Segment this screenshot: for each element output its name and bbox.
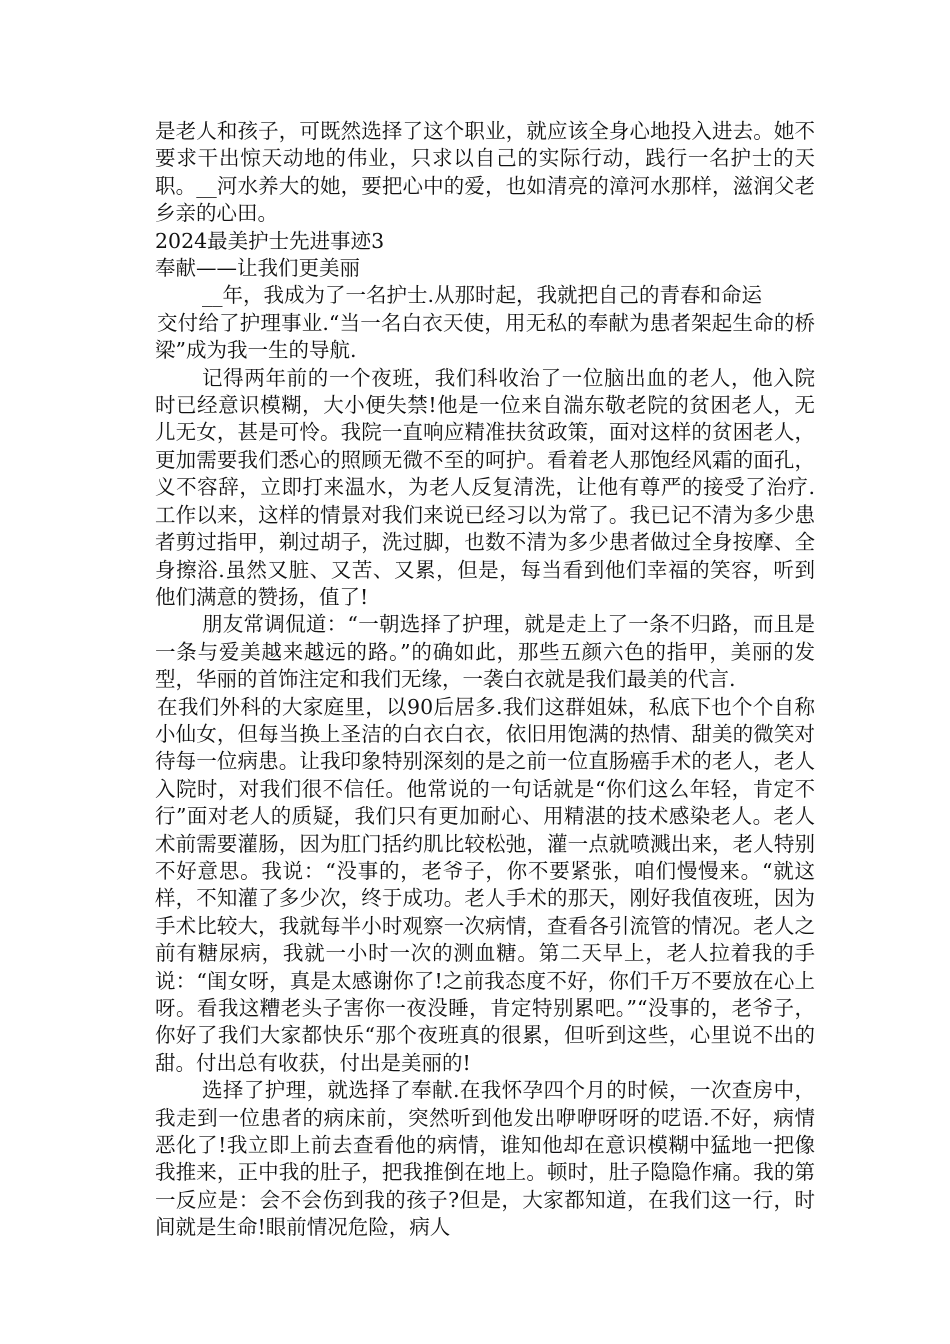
paragraph-surgery: 在我们外科的大家庭里，以90后居多.我们这群姐妹，私底下也个个自称小仙女，但每当换上圣洁的白衣白衣，依旧用饱满的热情、甜美的微笑对待每一位病患。让我印象特别深刻的是之前一位直肠癌手术的老人，老人入院时，对我们很不信任。他常说的一句话就是“你们这么年轻，肯定不行”面对老人的质疑，我们只有更加耐心、用精湛的技术感染老人。老人术前需要灌肠，因为肛门括约肌比较松弛，灌一点就喷溅出来，老人特别不好意思。我说：“没事的，老爷子，你不要紧张，咱们慢慢来。“就这样，不知灌了多少次，终于成功。老人手术的那天，刚好我值夜班，因为手术比较大，我就每半小时观察一次病情，查看各引流管的情况。老人之前有糖尿病，我就一小时一次的测血糖。第二天早上，老人拉着我的手说：“闺女呀，真是太感谢你了!之前我态度不好，你们千万不要放在心上呀。看我这糟老头子害你一夜没睡，肯定特别累吧。”“没事的，老爷子，你好了我们大家都快乐“那个夜班真的很累，但听到这些，心里说不出的甜。付出总有收获，付出是美丽的!	[155, 694, 815, 1075]
paragraph-year-line1: __年，我成为了一名护士.从那时起，我就把自己的青春和命运	[202, 283, 763, 308]
section-subtitle: 奉献——让我们更美丽	[155, 256, 360, 281]
paragraph-year-line2: 交付给了护理事业.“当一名白衣天使，用无私的奉献为患者架起生命的桥梁”成为我一生的导航.	[155, 310, 815, 363]
paragraph-pregnant: 选择了护理，就选择了奉献.在我怀孕四个月的时候，一次查房中，我走到一位患者的病床前，突然听到他发出咿咿呀呀的呓语.不好，病情恶化了!我立即上前去查看他的病情，谁知他却在意识模糊中猛地一把像我推来，正中我的肚子，把我推倒在地上。顿时，肚子隐隐作痛。我的第一反应是：会不会伤到我的孩子?但是，大家都知道，在我们这一行，时间就是生命!眼前情况危险，病人	[155, 1078, 815, 1240]
paragraph-continued: 是老人和孩子，可既然选择了这个职业，就应该全身心地投入进去。她不要求干出惊天动地的伟业，只求以自己的实际行动，践行一名护士的天职。__河水养大的她，要把心中的爱，也如清亮的漳河水那样，滋润父老乡亲的心田。	[155, 119, 815, 226]
section-title: 2024最美护士先进事迹3	[155, 228, 385, 253]
paragraph-night-shift: 记得两年前的一个夜班，我们科收治了一位脑出血的老人，他入院时已经意识模糊，大小便失禁!他是一位来自湍东敬老院的贫困老人，无儿无女，甚是可怜。我院一直响应精准扶贫政策，面对这样的贫困老人，更加需要我们悉心的照顾无微不至的呵护。看着老人那饱经风霜的面孔，义不容辞，立即打来温水，为老人反复清洗，让他有尊严的接受了治疗.工作以来，这样的情景对我们来说已经习以为常了。我已记不清为多少患者剪过指甲，剃过胡子，洗过脚，也数不清为多少患者做过全身按摩、全身擦浴.虽然又脏、又苦、又累，但是，每当看到他们幸福的笑容，听到他们满意的赞扬，值了!	[155, 365, 815, 609]
document-body	[155, 118, 815, 1242]
paragraph-friends: 朋友常调侃道：“一朝选择了护理，就是走上了一条不归路，而且是一条与爱美越来越远的路。”的确如此，那些五颜六色的指甲，美丽的发型，华丽的首饰注定和我们无缘，一袭白衣就是我们最美的代言.	[155, 612, 815, 692]
